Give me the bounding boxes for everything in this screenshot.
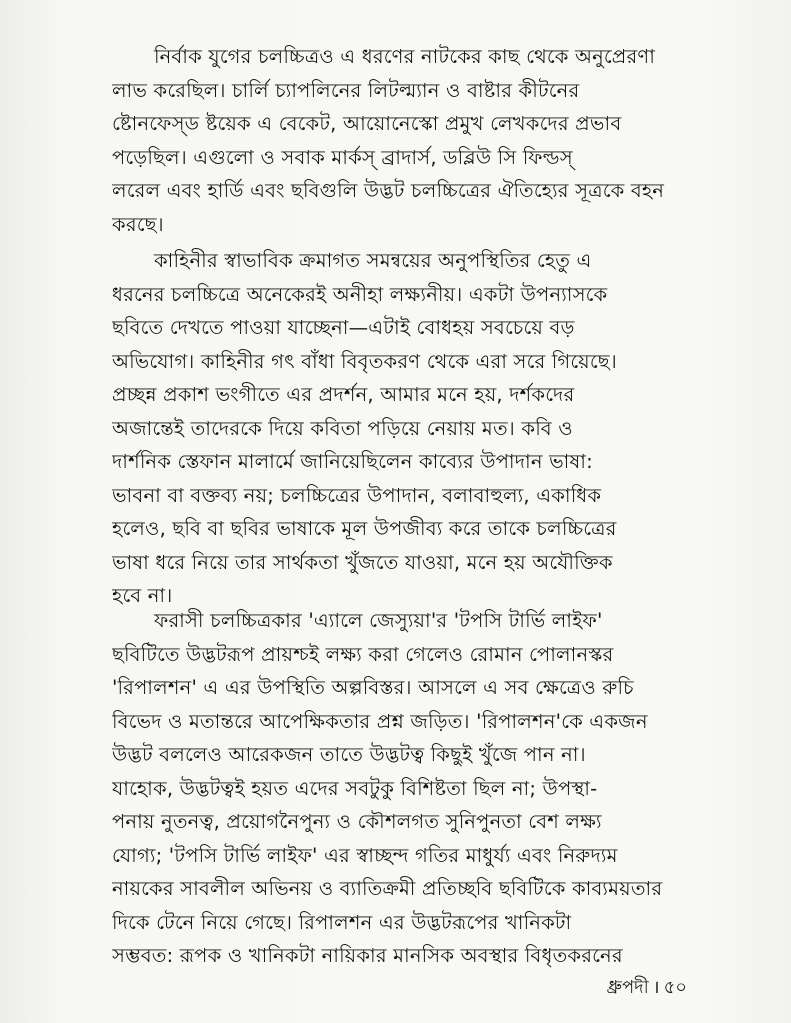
text-line: ছবিতে দেখতে পাওয়া যাচ্ছেনা—এটাই বোধহয় সবচেয়ে বড়: [112, 316, 575, 339]
text-line: উদ্ভট বললেও আরেকজন তাতে উদ্ভটত্ব কিছুই খুঁজে পান না।: [112, 743, 586, 766]
text-line: নির্বাক যুগের চলচ্চিত্রও এ ধরণের নাটকের কাছ থেকে অনুপ্রেরণা: [154, 45, 656, 68]
text-line: পনায় নুতনত্ব, প্রয়োগনৈপুন্য ও কৌশলগত সুনিপুনতা বেশ লক্ষ্য: [112, 810, 602, 833]
text-line: লাভ করেছিল। চার্লি চ্যাপলিনের লিটল্ম্যান ও বাষ্টার কীটনের: [112, 78, 580, 102]
text-line: অজান্তেই তাদেরকে দিয়ে কবিতা পড়িয়ে নেয়ায় মত। কবি ও: [112, 416, 573, 440]
text-line: প্রচ্ছন্ন প্রকাশ ভংগীতে এর প্রদর্শন, আমার মনে হয়, দর্শকদের: [112, 383, 575, 406]
paragraph-2: [112, 244, 692, 613]
text-line: নায়কের সাবলীল অভিনয় ও ব্যাতিক্রমী প্রতিচ্ছবি ছবিটিকে কাব্যময়তার: [112, 877, 663, 900]
text-line: হলেও, ছবি বা ছবির ভাষাকে মূল উপজীব্য করে তাকে চলচ্চিত্রের: [112, 517, 617, 540]
text-line: বিভেদ ও মতান্তরে আপেক্ষিকতার প্রশ্ন জড়িত। 'রিপালশন'কে একজন: [112, 709, 648, 733]
text-line: যাহোক, উদ্ভটত্বই হয়ত এদের সবটুকু বিশিষ্টতা ছিল না; উপস্থা-: [112, 776, 598, 800]
page-footer: [607, 976, 687, 1000]
paragraph-1: [112, 40, 692, 241]
text-line: ধরনের চলচ্চিত্রে অনেকেরই অনীহা লক্ষ্যনীয়। একটা উপন্যাসকে: [112, 282, 608, 306]
text-line: সম্ভবত: রূপক ও খানিকটা নায়িকার মানসিক অবস্থার বিধৃতকরনের: [112, 944, 623, 967]
text-line: ছবিটিতে উদ্ভটরূপ প্রায়শ্চই লক্ষ্য করা গেলেও রোমান পোলানস্কর: [112, 642, 614, 666]
text-line: হবে না।: [112, 584, 173, 607]
text-line: অভিযোগ। কাহিনীর গৎ বাঁধা বিবৃতকরণ থেকে এরা সরে গিয়েছে।: [112, 349, 617, 373]
journal-name: ধ্রুপদী: [606, 977, 649, 998]
text-line: করছে।: [112, 212, 164, 236]
text-line: যোগ্য; 'টপসি টার্ভি লাইফ' এর স্বাচ্ছন্দ গতির মাধুর্য্য এবং নিরুদ্যম: [112, 843, 618, 867]
text-line: দার্শনিক স্তেফান মালার্মে জানিয়েছিলেন কাব্যের উপাদান ভাষা:: [112, 450, 593, 473]
text-line: কাহিনীর স্বাভাবিক ক্রমাগত সমন্বয়ের অনুপস্থিতির হেতু এ: [154, 249, 592, 272]
text-line: পড়েছিল। এগুলো ও সবাক মার্কস্ ব্রাদার্স, ডব্লিউ সি ফিল্ডস্: [112, 145, 573, 169]
text-line: ভাবনা বা বক্তব্য নয়; চলচ্চিত্রের উপাদান, বলাবাহুল্য, একাধিক: [112, 483, 602, 507]
text-line: দিকে টেনে নিয়ে গেছে। রিপালশন এর উদ্ভটরূপের খানিকটা: [112, 910, 572, 934]
text-line: ষ্টোনফেস্ড ষ্টয়েক এ বেকেট, আয়োনেস্কো প্রমুখ লেখকদের প্রভাব: [112, 112, 622, 135]
text-line: ফরাসী চলচ্চিত্রকার 'এ্যালে জেস্যুয়া'র 'টপসি টার্ভি লাইফ': [154, 609, 603, 632]
page-number: ৫০: [663, 977, 687, 998]
text-line: লরেল এবং হার্ডি এবং ছবিগুলি উদ্ভট চলচ্চিত্রের ঐতিহ্যের সূত্রকে বহন: [112, 179, 665, 202]
text-line: 'রিপালশন' এ এর উপস্থিতি অল্পবিস্তর। আসলে এ সব ক্ষেত্রেও রুচি: [112, 676, 634, 699]
paragraph-3: [112, 604, 692, 973]
footer-separator: ।: [652, 977, 660, 998]
text-line: ভাষা ধরে নিয়ে তার সার্থকতা খুঁজতে যাওয়া, মনে হয় অযৌক্তিক: [112, 550, 613, 574]
